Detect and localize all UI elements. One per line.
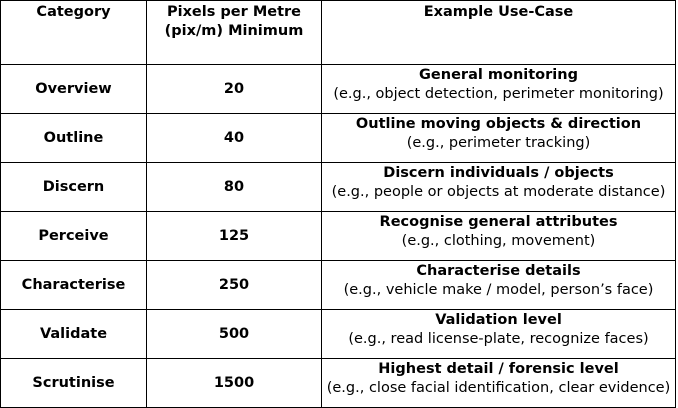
use-case-cell — [322, 261, 676, 310]
use-case-title: Outline moving objects & direction — [355, 116, 642, 132]
use-case-detail: (e.g., perimeter tracking) — [406, 135, 591, 151]
use-case-detail: (e.g., people or objects at moderate distance) — [331, 184, 666, 200]
ppm-cell: 80 — [147, 163, 322, 212]
ppm-cell: 1500 — [147, 359, 322, 408]
ppm-cell: 40 — [147, 114, 322, 163]
use-case-title: Characterise details — [416, 263, 581, 279]
category-cell: Scrutinise — [1, 359, 147, 408]
table-row — [1, 212, 676, 261]
use-case-cell — [322, 114, 676, 163]
table-row — [1, 163, 676, 212]
category-cell: Discern — [1, 163, 147, 212]
use-case-cell — [322, 65, 676, 114]
category-cell: Characterise — [1, 261, 147, 310]
header-use-case: Example Use-Case — [322, 1, 676, 65]
use-case-detail: (e.g., read license-plate, recognize faces) — [348, 331, 649, 347]
use-case-title: Highest detail / forensic level — [378, 361, 619, 377]
use-case-detail: (e.g., close facial identification, clear evidence) — [326, 380, 671, 396]
use-case-cell — [322, 359, 676, 408]
header-row — [1, 1, 676, 65]
ppm-cell: 20 — [147, 65, 322, 114]
use-case-cell — [322, 163, 676, 212]
use-case-cell — [322, 310, 676, 359]
category-cell: Overview — [1, 65, 147, 114]
ppm-cell: 500 — [147, 310, 322, 359]
category-cell: Outline — [1, 114, 147, 163]
use-case-title: Recognise general attributes — [379, 214, 618, 230]
use-case-title: Discern individuals / objects — [383, 165, 614, 181]
table-row — [1, 65, 676, 114]
category-cell: Perceive — [1, 212, 147, 261]
table-row — [1, 359, 676, 408]
table-row — [1, 310, 676, 359]
header-ppm-line2: (pix/m) Minimum — [164, 23, 304, 39]
use-case-cell — [322, 212, 676, 261]
header-category: Category — [1, 1, 147, 65]
use-case-title: General monitoring — [419, 67, 578, 83]
use-case-detail: (e.g., object detection, perimeter monitoring) — [333, 86, 664, 102]
category-cell: Validate — [1, 310, 147, 359]
use-case-title: Validation level — [435, 312, 562, 328]
table-row — [1, 261, 676, 310]
header-ppm-line1: Pixels per Metre — [166, 4, 302, 20]
table-row — [1, 114, 676, 163]
use-case-detail: (e.g., vehicle make / model, person’s face) — [343, 282, 654, 298]
ppm-cell: 125 — [147, 212, 322, 261]
use-case-detail: (e.g., clothing, movement) — [401, 233, 596, 249]
header-pixels-per-metre — [147, 1, 322, 65]
ppm-cell: 250 — [147, 261, 322, 310]
